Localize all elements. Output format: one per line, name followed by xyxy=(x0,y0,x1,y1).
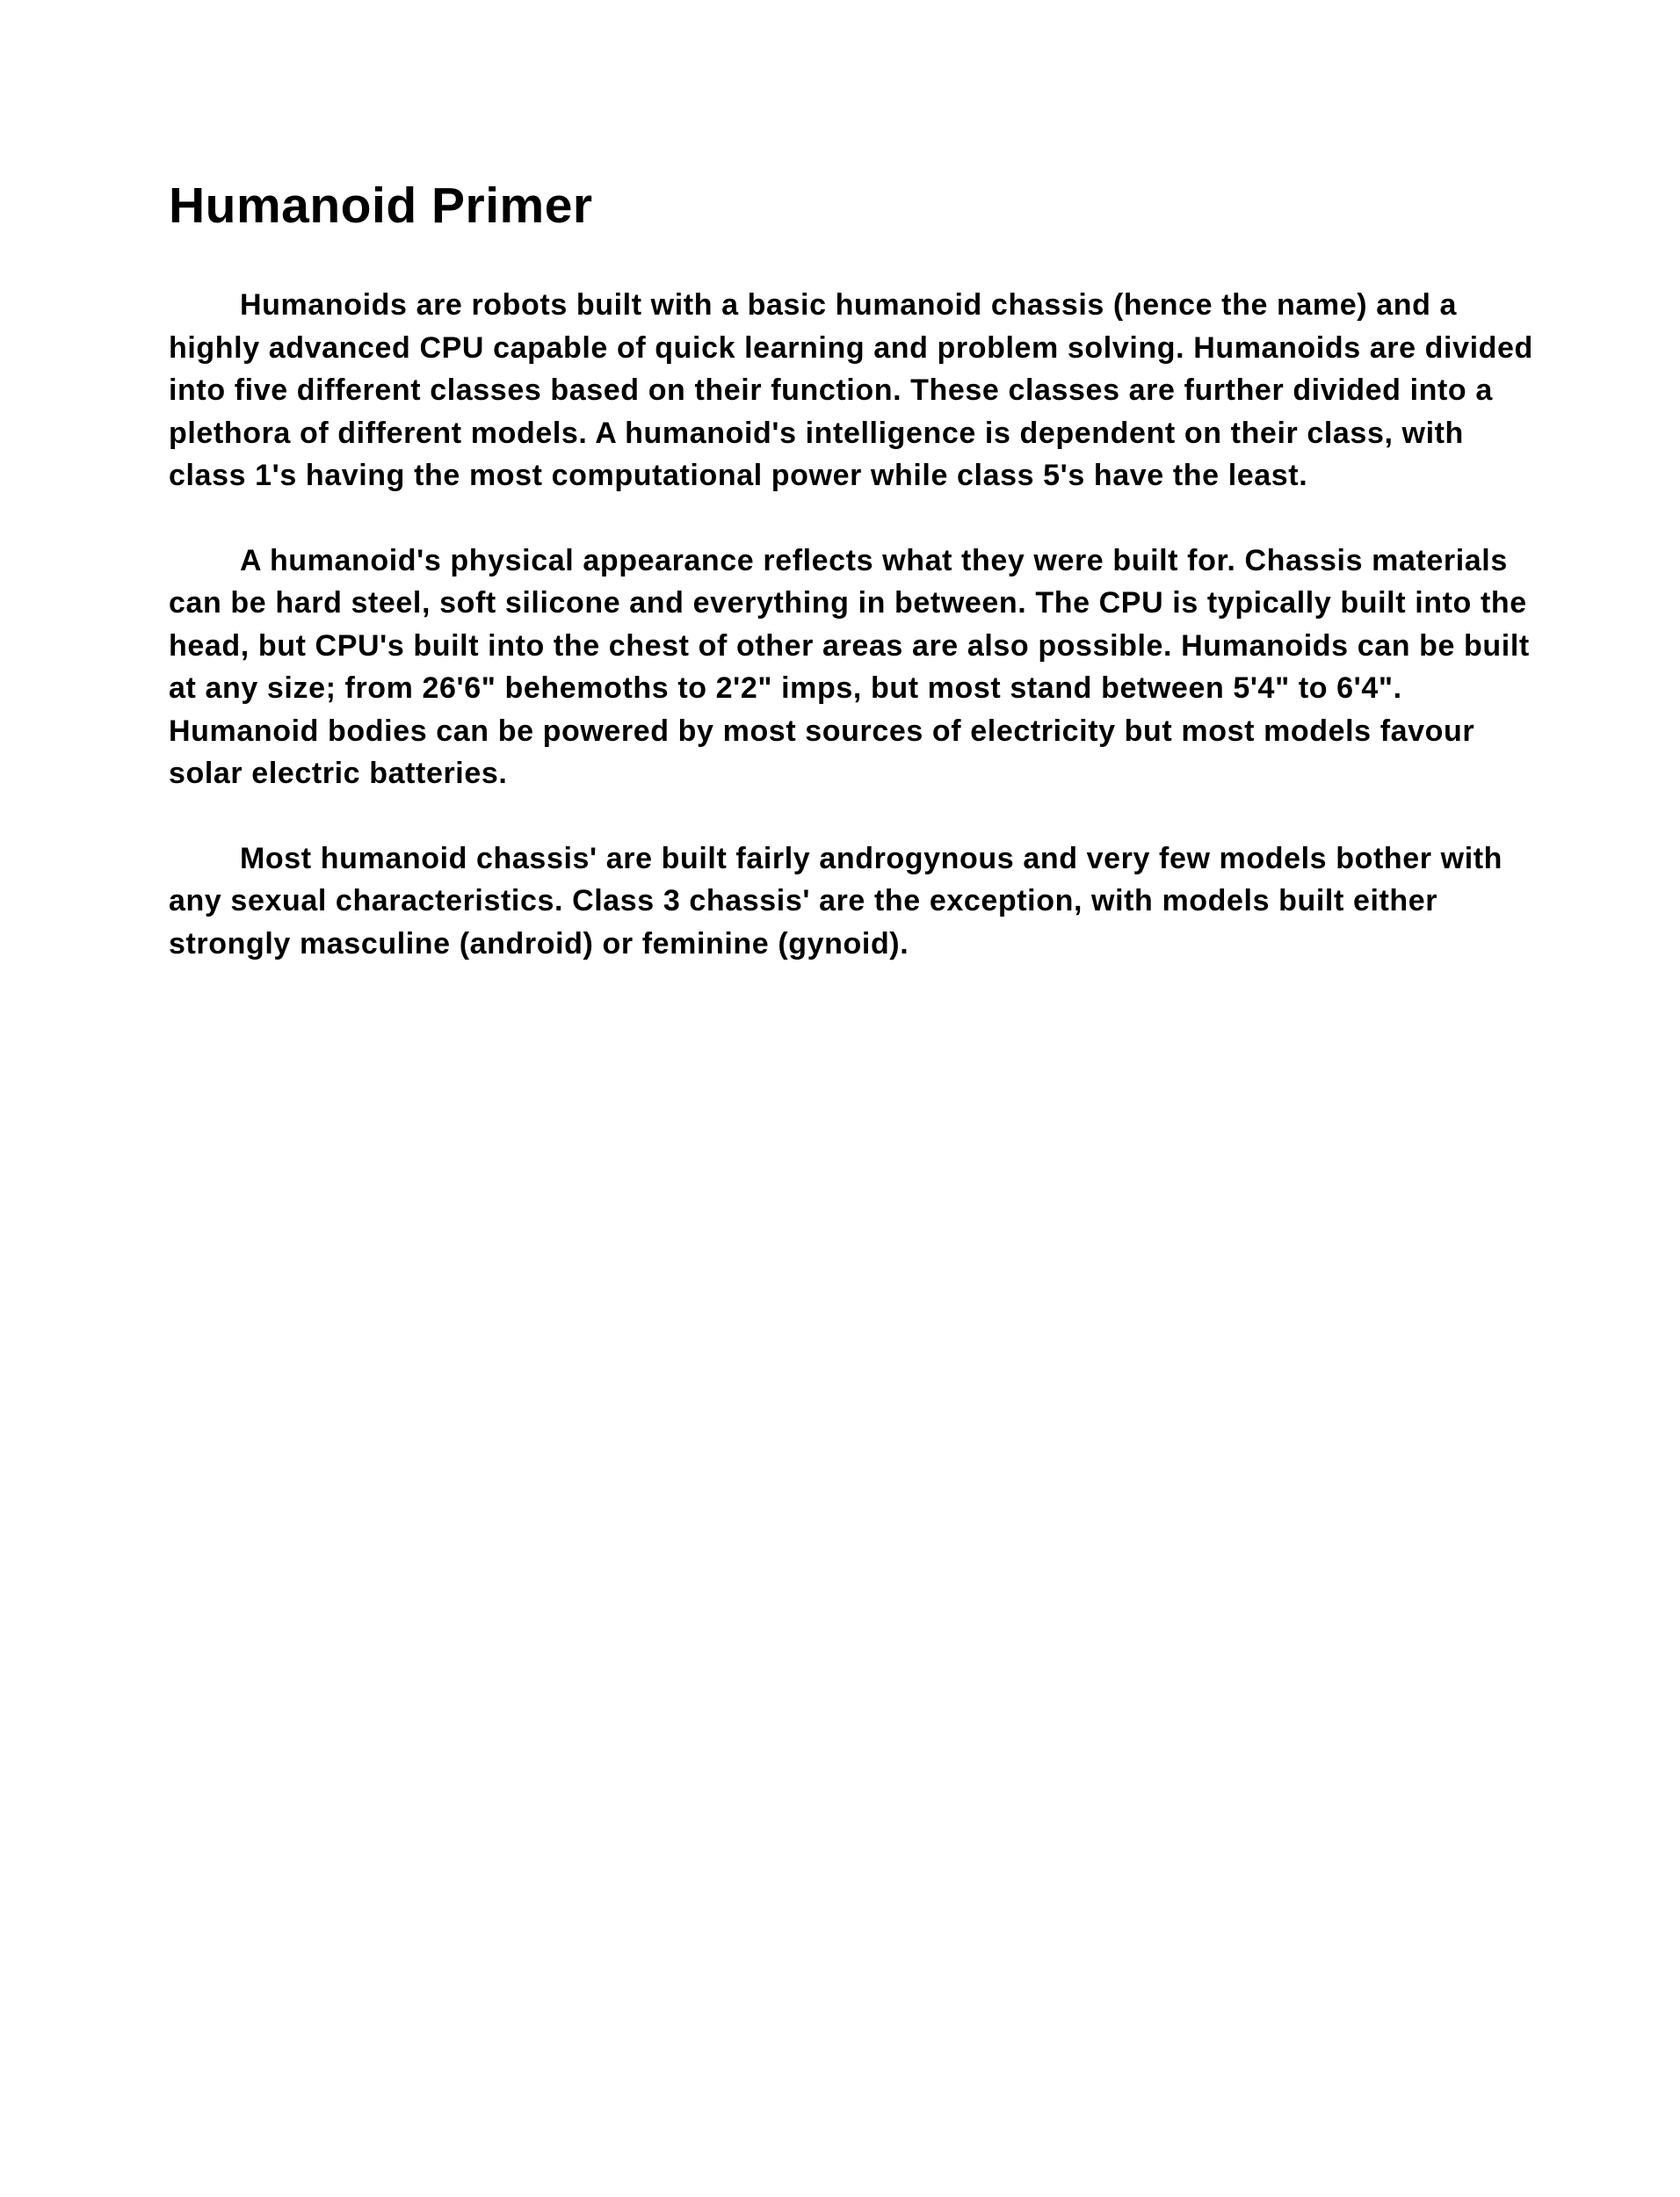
document-body xyxy=(169,174,1539,965)
page-title: Humanoid Primer xyxy=(169,178,593,234)
paragraph-appearance: A humanoid's physical appearance reflects what they were built for. Chassis materials can be hard steel, soft silicone and everything in between. The CPU is typically built into the head, but CPU's built into the chest of other areas are also possible. Humanoids can be built at any size; from 26'6" behemoths to 2'2" imps, but most stand between 5'4" to 6'4". Humanoid bodies can be powered by most sources of electricity but most models favour solar electric batteries. xyxy=(169,543,1530,790)
paragraph-overview: Humanoids are robots built with a basic humanoid chassis (hence the name) and a highly advanced CPU capable of quick learning and problem solving. Humanoids are divided into five different classes based on their function. These classes are further divided into a plethora of different models. A humanoid's intelligence is dependent on their class, with class 1's having the most computational power while class 5's have the least. xyxy=(169,288,1533,492)
paragraph-chassis: Most humanoid chassis' are built fairly androgynous and very few models bother with any sexual characteristics. Class 3 chassis' are the exception, with models built either strongly masculine (android) or feminine (gynoid). xyxy=(169,841,1503,961)
